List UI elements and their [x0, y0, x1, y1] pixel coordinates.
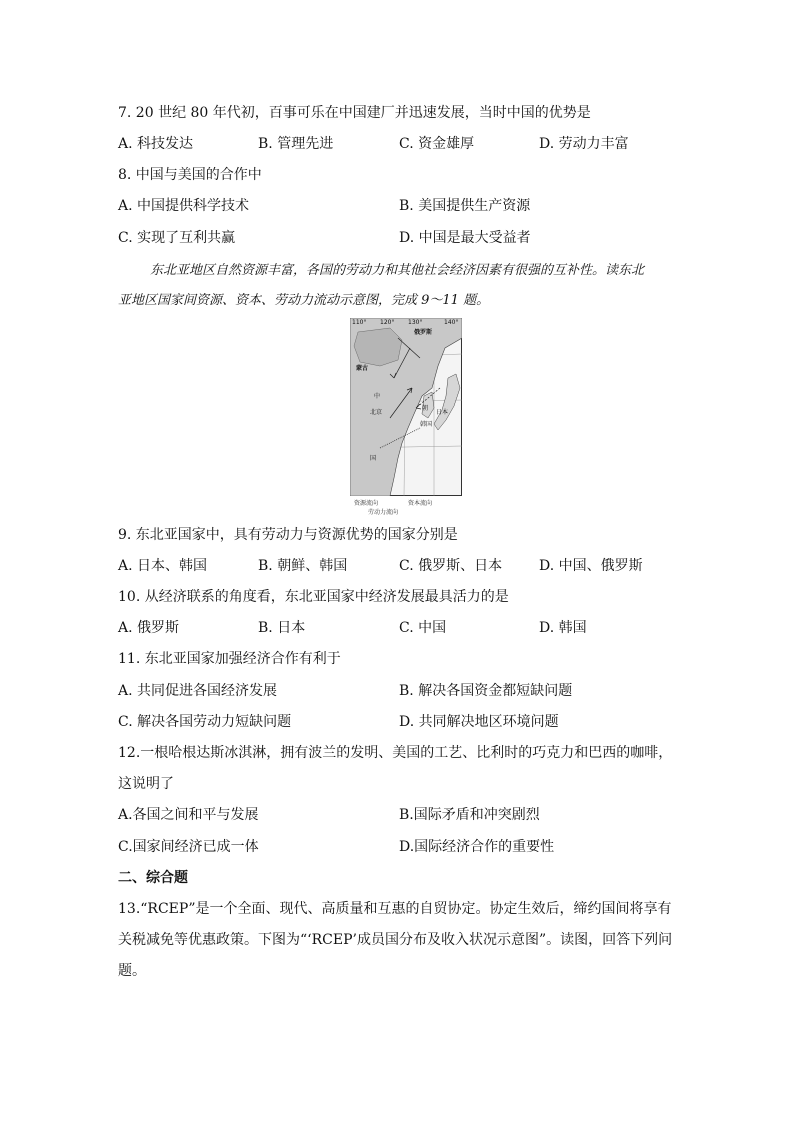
- northeast-asia-map: [350, 318, 462, 496]
- q13-line-3: 题。: [118, 963, 146, 979]
- map-legend: [350, 496, 462, 516]
- legend-resource: 资源流向: [354, 500, 379, 507]
- q13-line-2: 关税减免等优惠政策。下图为“‘RCEP’成员国分布及收入状况示意图”。读图，回答下列问: [118, 932, 673, 948]
- q13-line-1: 13.“RCEP”是一个全面、现代、高质量和互惠的自贸协定。协定生效后，缔约国间将享有: [118, 901, 672, 917]
- q12-stem-line-1: 12.一根哈根达斯冰淇淋，拥有波兰的发明、美国的工艺、比利时的巧克力和巴西的咖啡，: [118, 745, 673, 761]
- q8-option-b: B. 美国提供生产资源: [399, 198, 531, 214]
- map-label-russia: 俄罗斯: [414, 329, 433, 336]
- q10-option-d: D. 韩国: [539, 620, 587, 636]
- q12-option-d: D.国际经济合作的重要性: [399, 839, 555, 855]
- q8-option-d: D. 中国是最大受益者: [399, 230, 531, 246]
- lon-label-130: 130°: [408, 319, 423, 326]
- q10-stem: 10. 从经济联系的角度看，东北亚国家中经济发展最具活力的是: [118, 589, 509, 605]
- q9-stem: 9. 东北亚国家中，具有劳动力与资源优势的国家分别是: [118, 527, 458, 543]
- q7-option-d: D. 劳动力丰富: [539, 136, 629, 152]
- q12-option-c: C.国家间经济已成一体: [118, 839, 259, 855]
- q10-option-c: C. 中国: [399, 620, 447, 636]
- q11-stem: 11. 东北亚国家加强经济合作有利于: [118, 651, 341, 667]
- intro-line-1: 东北亚地区自然资源丰富，各国的劳动力和其他社会经济因素有很强的互补性。读东北: [150, 263, 645, 278]
- q8-stem: 8. 中国与美国的合作中: [118, 167, 262, 183]
- lon-label-110: 110°: [352, 319, 367, 326]
- map-label-japan: 日本: [436, 409, 449, 416]
- q7-stem: 7. 20 世纪 80 年代初，百事可乐在中国建厂并迅速发展，当时中国的优势是: [118, 105, 591, 121]
- map-label-south-korea: 韩国: [420, 421, 433, 428]
- q9-option-b: B. 朝鲜、韩国: [258, 558, 348, 574]
- q10-option-b: B. 日本: [258, 620, 306, 636]
- lon-label-140: 140°: [444, 319, 459, 326]
- legend-capital: 资本流向: [408, 500, 433, 507]
- q8-option-a: A. 中国提供科学技术: [118, 198, 250, 214]
- q8-option-c: C. 实现了互利共赢: [118, 230, 236, 246]
- map-label-korea-n: 朝: [422, 405, 429, 412]
- q11-option-c: C. 解决各国劳动力短缺问题: [118, 714, 292, 730]
- map-label-mongolia: 蒙古: [356, 365, 369, 372]
- q9-option-a: A. 日本、韩国: [118, 558, 208, 574]
- section-2-title: 二、综合题: [118, 870, 188, 886]
- q10-option-a: A. 俄罗斯: [118, 620, 180, 636]
- q11-option-b: B. 解决各国资金都短缺问题: [399, 683, 573, 699]
- q12-option-a: A.各国之间和平与发展: [118, 807, 259, 823]
- map-label-guo: 国: [370, 455, 377, 462]
- q7-option-c: C. 资金雄厚: [399, 136, 475, 152]
- q9-option-d: D. 中国、俄罗斯: [539, 558, 643, 574]
- q7-option-b: B. 管理先进: [258, 136, 334, 152]
- q12-stem-line-2: 这说明了: [118, 776, 174, 792]
- map-label-beijing: 北京: [370, 409, 383, 416]
- q7-option-a: A. 科技发达: [118, 136, 194, 152]
- q11-option-d: D. 共同解决地区环境问题: [399, 714, 559, 730]
- lon-label-120: 120°: [380, 319, 395, 326]
- map-label-zhong: 中: [374, 393, 381, 400]
- q9-option-c: C. 俄罗斯、日本: [399, 558, 503, 574]
- intro-line-2: 亚地区国家间资源、资本、劳动力流动示意图，完成 9～11 题。: [118, 293, 490, 308]
- legend-labor: 劳动力流向: [368, 509, 399, 516]
- q11-option-a: A. 共同促进各国经济发展: [118, 683, 278, 699]
- q12-option-b: B.国际矛盾和冲突剧烈: [399, 807, 540, 823]
